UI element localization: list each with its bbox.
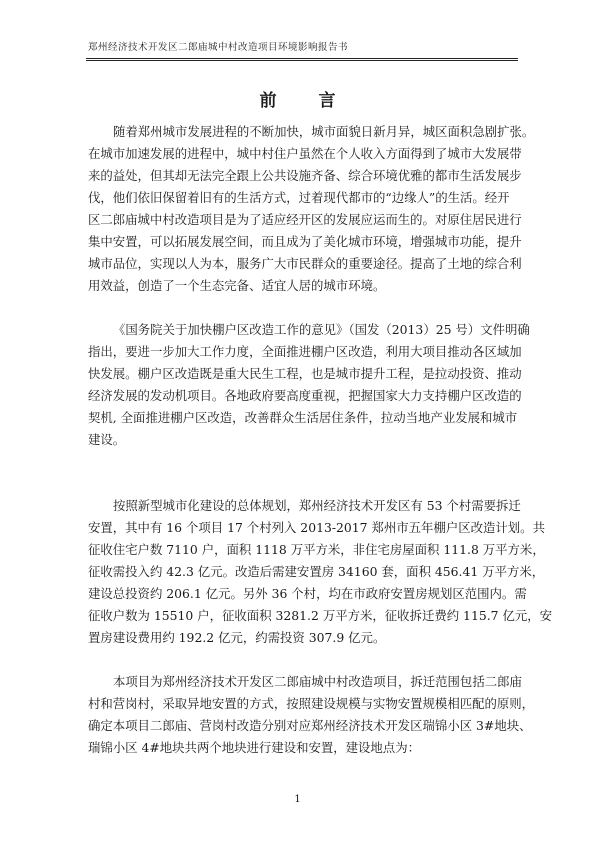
paragraph-line: 集中安置，可以拓展发展空间，而且成为了美化城市环境，增强城市功能，提升	[88, 234, 522, 249]
paragraph-line: 经济发展的发动机项目。各地政府要高度重视，把握国家大力支持棚户区改造的	[88, 388, 522, 403]
paragraph-line: 区二郎庙城中村改造项目是为了适应经开区的发展应运而生的。对原住居民进行	[88, 212, 522, 227]
paragraph-line: 村和营岗村，采取异地安置的方式，按照建设规模与实物安置规模相匹配的原则，	[88, 696, 535, 711]
paragraph-first-line: 按照新型城市化建设的总体规划，郑州经济技术开发区有 53 个村需要拆迁	[113, 498, 521, 513]
paragraph-line: 快发展。棚户区改造既是重大民生工程，也是城市提升工程，是拉动投资、推动	[88, 366, 522, 381]
paragraph-line: 在城市加速发展的进程中，城中村住户虽然在个人收入方面得到了城市大发展带	[88, 146, 522, 161]
paragraph-line: 瑞锦小区 4#地块共两个地块进行建设和安置，建设地点为：	[88, 740, 420, 755]
paragraph-line: 用效益，创造了一个生态完备、适宜人居的城市环境。	[88, 278, 386, 293]
page-number: 1	[294, 794, 301, 805]
paragraph-first-line: 本项目为郑州经济技术开发区二郎庙城中村改造项目，拆迁范围包括二郎庙	[113, 674, 522, 689]
paragraph-line: 契机, 全面推进棚户区改造，改善群众生活居住条件，拉动当地产业发展和城市	[88, 410, 518, 425]
section-title: 前 言	[259, 91, 354, 111]
paragraph-line: 安置，其中有 16 个项目 17 个村列入 2013-2017 郑州市五年棚户区改造计划。共	[88, 520, 545, 535]
paragraph-line: 来的益处，但其却无法完全跟上公共设施齐备、综合环境优雅的都市生活发展步	[88, 168, 522, 183]
paragraph-line: 建设。	[88, 432, 126, 447]
paragraph-line: 确定本项目二郎庙、营岗村改造分别对应郑州经济技术开发区瑞锦小区 3#地块、	[88, 718, 532, 733]
paragraph-line: 伐，他们依旧保留着旧有的生活方式，过着现代都市的“边缘人”的生活。经开	[88, 190, 510, 205]
paragraph-first-line: 《国务院关于加快棚户区改造工作的意见》（国发（2013）25 号）文件明确	[113, 322, 530, 337]
paragraph-line: 征收户数为 15510 户，征收面积 3281.2 万平方米，征收拆迁费约 115.7 亿元，安	[88, 608, 553, 623]
paragraph-line: 建设总投资约 206.1 亿元。另外 36 个村，均在市政府安置房规划区范围内。需	[88, 586, 527, 601]
running-header: 郑州经济技术开发区二郎庙城中村改造项目环境影响报告书	[88, 42, 349, 53]
header-rule-thin	[86, 60, 518, 61]
paragraph-line: 征收需投入约 42.3 亿元。改造后需建安置房 34160 套，面积 456.41 万平方米，	[88, 564, 545, 579]
paragraph-line: 置房建设费用约 192.2 亿元，约需投资 307.9 亿元。	[88, 630, 386, 645]
paragraph-first-line: 随着郑州城市发展进程的不断加快，城市面貌日新月异，城区面积急剧扩张。	[113, 124, 535, 139]
paragraph-line: 征收住宅户数 7110 户，面积 1118 万平方米，非住宅房屋面积 111.8 万平方米，	[88, 542, 545, 557]
header-rule	[86, 58, 518, 59]
paragraph-line: 指出，要进一步加大工作力度，全面推进棚户区改造，利用大项目推动各区域加	[88, 344, 522, 359]
paragraph-line: 城市品位，实现以人为本，服务广大市民群众的重要途径。提高了土地的综合利	[88, 256, 522, 271]
